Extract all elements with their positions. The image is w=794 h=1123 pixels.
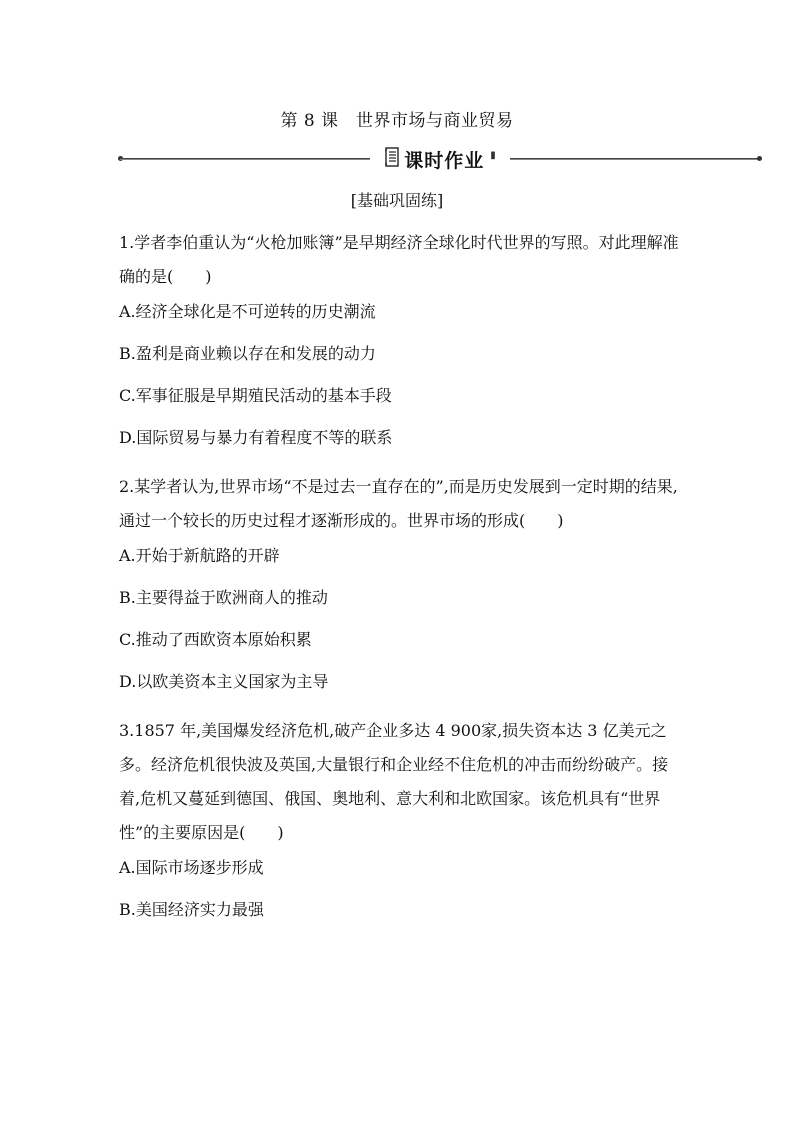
option-c: C.推动了西欧资本原始积累 [119,630,312,649]
lesson-title: 第 8 课 世界市场与商业贸易 [280,111,514,131]
option-d: D.以欧美资本主义国家为主导 [119,672,329,691]
option-b: B.主要得益于欧洲商人的推动 [119,588,328,607]
banner-label: 课时作业 [404,149,485,172]
option-a: A.经济全球化是不可逆转的历史潮流 [119,302,376,321]
option-a: A.国际市场逐步形成 [119,858,264,877]
question-3 [119,714,679,942]
question-stem: 3.1857 年,美国爆发经济危机,破产企业多达 4 900家,损失资本达 3 亿美元之多。经济危机很快波及英国,大量银行和企业经不住危机的冲击而纷纷破产。接着,危机又蔓延到德国、俄国、奥地利、意大利和北欧国家。该危机具有“世界性”的主要原因是( ) [119,721,669,842]
section-banner [120,144,760,174]
option-d: D.国际贸易与暴力有着程度不等的联系 [119,428,393,447]
option-c: C.军事征服是早期殖民活动的基本手段 [119,386,392,405]
notebook-icon [384,147,400,171]
question-stem: 2.某学者认为,世界市场“不是过去一直存在的”,而是历史发展到一定时期的结果,通过一个较长的历史过程才逐渐形成的。世界市场的形成( ) [119,477,678,530]
banner-right-dot [757,156,762,161]
banner-left-rule [120,158,370,160]
option-a: A.开始于新航路的开辟 [119,546,280,565]
banner-right-rule [510,158,760,160]
banner-center [372,144,508,174]
question-list [119,226,679,942]
question-2 [119,470,679,714]
question-stem: 1.学者李伯重认为“火枪加账簿”是早期经济全球化时代世界的写照。对此理解准确的是( ) [119,233,679,286]
banner-tick-icon: ▮ [490,149,496,161]
question-1 [119,226,679,470]
option-b: B.美国经济实力最强 [119,900,264,919]
section-heading: [基础巩固练] [350,191,444,210]
option-b: B.盈利是商业赖以存在和发展的动力 [119,344,376,363]
